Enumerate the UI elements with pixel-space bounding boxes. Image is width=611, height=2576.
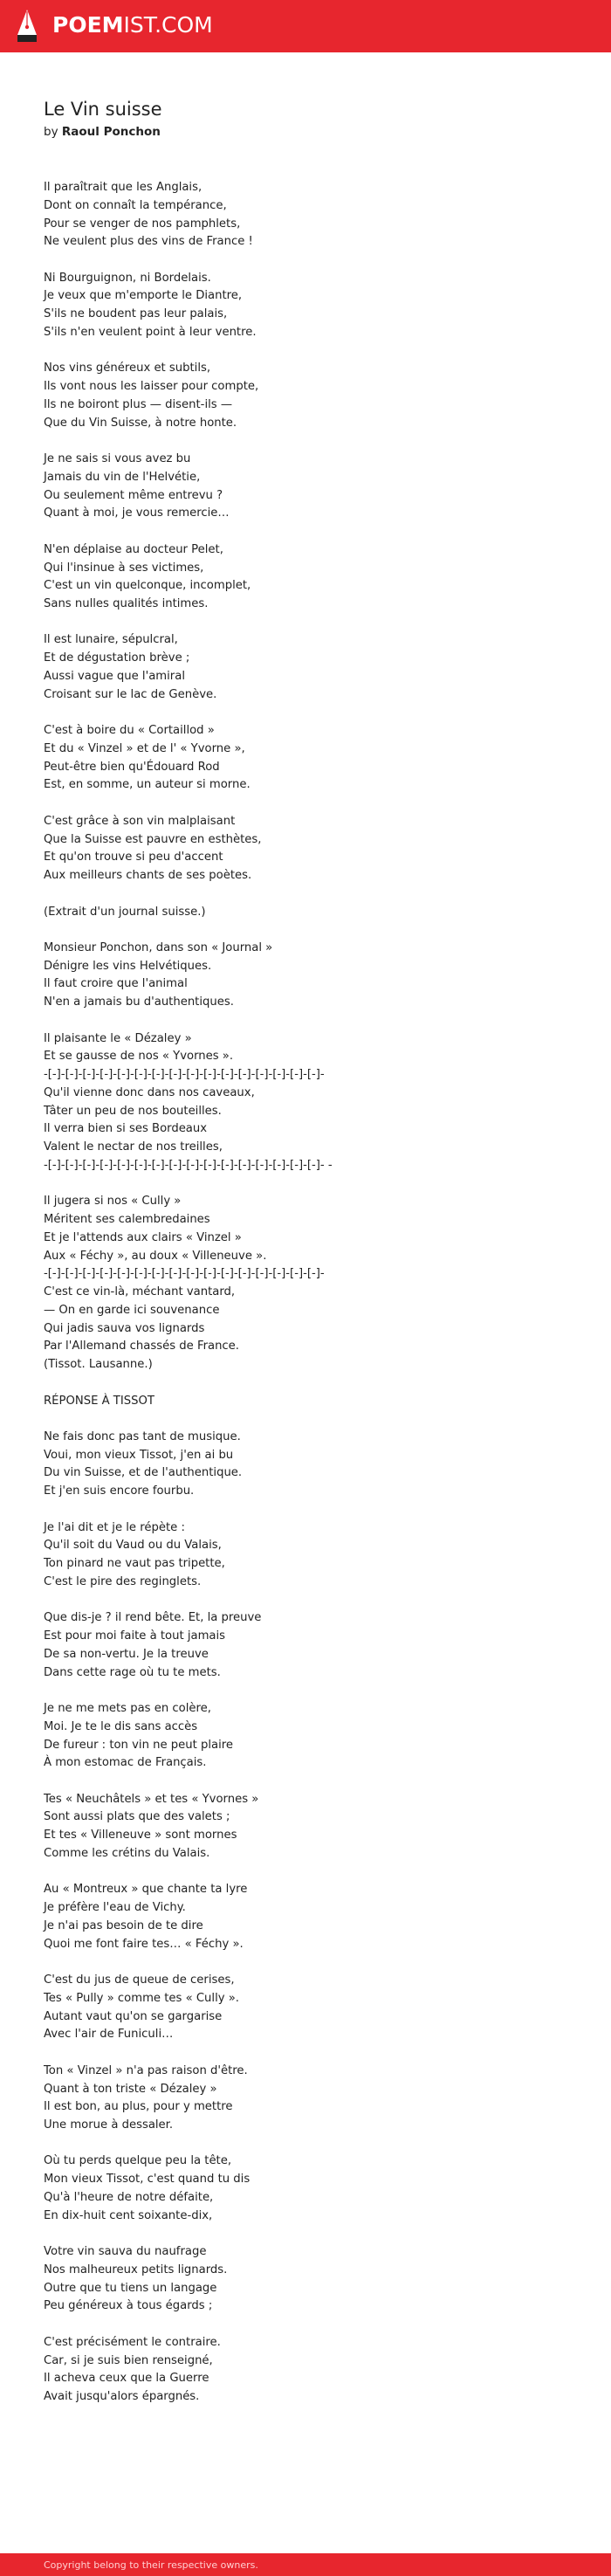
poem-line: C'est précisément le contraire. <box>44 2335 221 2349</box>
poem-stanza <box>44 1193 567 1374</box>
poem-line: Croisant sur le lac de Genève. <box>44 687 217 701</box>
poem-line: Que dis-je ? il rend bête. Et, la preuve <box>44 1611 262 1625</box>
poem-stanza <box>44 2063 567 2135</box>
poem-line: -[-]-[-]-[-]-[-]-[-]-[-]-[-]-[-]-[-]-[-]-[-]-[-]-[-]-[-]-[-]-[-]- - <box>44 1158 333 1172</box>
poem-line: Avait jusqu'alors épargnés. <box>44 2390 200 2404</box>
poem-line: Et de dégustation brève ; <box>44 651 190 665</box>
poem-line: RÉPONSE À TISSOT <box>44 1394 154 1408</box>
poem-line: Aux meilleurs chants de ses poètes. <box>44 869 252 883</box>
pen-nib-icon[interactable] <box>16 9 38 44</box>
poem-line: Ton « Vinzel » n'a pas raison d'être. <box>44 2063 248 2077</box>
poem-line: Je n'ai pas besoin de te dire <box>44 1918 203 1932</box>
poem-line: Quant à moi, je vous remercie… <box>44 506 230 520</box>
poem-line: Il jugera si nos « Cully » <box>44 1195 182 1209</box>
poem-line: Que la Suisse est pauvre en esthètes, <box>44 832 262 846</box>
poem-line: À mon estomac de Français. <box>44 1756 207 1770</box>
poem-line: Dans cette rage où tu te mets. <box>44 1665 221 1679</box>
poem-title: Le Vin suisse <box>44 99 162 120</box>
poem-stanza <box>44 904 567 922</box>
poem-line: Je ne me mets pas en colère, <box>44 1702 211 1715</box>
poem-line: Il est bon, au plus, pour y mettre <box>44 2100 233 2114</box>
poem-line: Est, en somme, un auteur si morne. <box>44 778 251 792</box>
poem-stanza <box>44 1881 567 1953</box>
poem-line: — On en garde ici souvenance <box>44 1303 220 1317</box>
poem-line: Ni Bourguignon, ni Bordelais. <box>44 271 211 285</box>
poem-stanza <box>44 1700 567 1773</box>
poem-line: Monsieur Ponchon, dans son « Journal » <box>44 940 273 954</box>
byline <box>44 123 567 141</box>
poem-line: N'en déplaise au docteur Pelet, <box>44 542 223 556</box>
poem-line: Et se gausse de nos « Yvornes ». <box>44 1050 234 1064</box>
poem-line: C'est le pire des reginglets. <box>44 1574 202 1588</box>
poem-article <box>44 96 567 2425</box>
poem-line: -[-]-[-]-[-]-[-]-[-]-[-]-[-]-[-]-[-]-[-]-[-]-[-]-[-]-[-]-[-]-[-]- <box>44 1267 325 1281</box>
poem-stanza <box>44 631 567 704</box>
poem-line: Et j'en suis encore fourbu. <box>44 1484 195 1498</box>
poem-line: Dont on connaît la tempérance, <box>44 198 227 212</box>
poem-body <box>44 179 567 2407</box>
poem-line: (Tissot. Lausanne.) <box>44 1358 153 1372</box>
poem-stanza <box>44 451 567 523</box>
logo-light-text: IST.COM <box>123 12 213 38</box>
poem-stanza <box>44 1519 567 1592</box>
poem-line: Tâter un peu de nos bouteilles. <box>44 1104 222 1118</box>
poem-line: Ils ne boiront plus — disent-ils — <box>44 397 233 411</box>
poem-line: Peut-être bien qu'Édouard Rod <box>44 760 220 774</box>
poem-line: Du vin Suisse, et de l'authentique. <box>44 1466 243 1480</box>
poem-stanza <box>44 1393 567 1411</box>
poem-stanza <box>44 1030 567 1175</box>
poem-line: Et du « Vinzel » et de l' « Yvorne », <box>44 741 245 755</box>
poem-line: Votre vin sauva du naufrage <box>44 2245 207 2259</box>
poem-line: C'est ce vin-là, méchant vantard, <box>44 1285 236 1299</box>
poem-stanza <box>44 360 567 432</box>
poem-stanza <box>44 541 567 614</box>
poem-line: Ne fais donc pas tant de musique. <box>44 1429 241 1443</box>
poem-line: Avec l'air de Funiculi… <box>44 2028 174 2042</box>
poem-line: Tes « Pully » comme tes « Cully ». <box>44 1991 239 2005</box>
poem-line: De sa non-vertu. Je la treuve <box>44 1647 209 1661</box>
poem-stanza <box>44 1609 567 1682</box>
poem-line: Je ne sais si vous avez bu <box>44 452 191 466</box>
poem-stanza <box>44 2334 567 2407</box>
poem-line: Il faut croire que l'animal <box>44 977 188 991</box>
poem-stanza <box>44 270 567 342</box>
poem-stanza <box>44 1791 567 1863</box>
poem-line: Pour se venger de nos pamphlets, <box>44 217 241 231</box>
poem-line: Et qu'on trouve si peu d'accent <box>44 851 223 864</box>
poem-line: Quant à ton triste « Dézaley » <box>44 2082 217 2096</box>
poem-stanza <box>44 1972 567 2044</box>
poem-line: Par l'Allemand chassés de France. <box>44 1340 239 1353</box>
poem-line: Je veux que m'emporte le Diantre, <box>44 289 243 303</box>
author-link[interactable]: Raoul Ponchon <box>61 125 161 139</box>
poem-stanza <box>44 1429 567 1501</box>
poem-line: Il plaisante le « Dézaley » <box>44 1031 192 1045</box>
poem-line: Tes « Neuchâtels » et tes « Yvornes » <box>44 1792 259 1806</box>
poem-line: Voui, mon vieux Tissot, j'en ai bu <box>44 1448 234 1462</box>
poem-stanza <box>44 179 567 251</box>
poem-line: Nos malheureux petits lignards. <box>44 2263 228 2276</box>
poem-line: Je préfère l'eau de Vichy. <box>44 1901 186 1915</box>
poem-line: Comme les crétins du Valais. <box>44 1846 210 1860</box>
poem-line: Qui l'insinue à ses victimes, <box>44 561 204 575</box>
poem-line: Valent le nectar de nos treilles, <box>44 1140 223 1154</box>
poem-line: Qui jadis sauva vos lignards <box>44 1321 205 1335</box>
poem-line: Mon vieux Tissot, c'est quand tu dis <box>44 2173 251 2187</box>
poem-line: (Extrait d'un journal suisse.) <box>44 905 206 919</box>
poem-line: Autant vaut qu'on se gargarise <box>44 2009 223 2023</box>
poem-line: Au « Montreux » que chante ta lyre <box>44 1883 248 1897</box>
poem-line: C'est à boire du « Cortaillod » <box>44 724 215 738</box>
poem-stanza <box>44 813 567 885</box>
poem-line: S'ils n'en veulent point à leur ventre. <box>44 325 257 339</box>
poem-line: Qu'il soit du Vaud ou du Valais, <box>44 1539 222 1553</box>
poem-stanza <box>44 2243 567 2316</box>
poem-stanza <box>44 2152 567 2225</box>
poem-line: Aux « Féchy », au doux « Villeneuve ». <box>44 1249 267 1263</box>
poem-line: Est pour moi faite à tout jamais <box>44 1629 226 1643</box>
poem-line: Il acheva ceux que la Guerre <box>44 2372 209 2386</box>
poem-line: Sont aussi plats que des valets ; <box>44 1810 230 1824</box>
poem-line: Outre que tu tiens un langage <box>44 2281 217 2295</box>
poem-line: Et je l'attends aux clairs « Vinzel » <box>44 1230 242 1244</box>
poem-line: C'est grâce à son vin malplaisant <box>44 814 236 828</box>
poem-line: Méritent ses calembredaines <box>44 1213 210 1227</box>
poem-line: Je l'ai dit et je le répète : <box>44 1520 185 1534</box>
poem-line: Ou seulement même entrevu ? <box>44 488 223 502</box>
poem-line: Aussi vague que l'amiral <box>44 669 185 683</box>
poem-line: Car, si je suis bien renseigné, <box>44 2353 213 2367</box>
poem-line: Ils vont nous les laisser pour compte, <box>44 380 259 394</box>
poem-line: Ne veulent plus des vins de France ! <box>44 235 253 249</box>
poem-line: -[-]-[-]-[-]-[-]-[-]-[-]-[-]-[-]-[-]-[-]-[-]-[-]-[-]-[-]-[-]-[-]- <box>44 1068 325 1082</box>
poem-line: Sans nulles qualités intimes. <box>44 597 209 610</box>
poem-line: Qu'il vienne donc dans nos caveaux, <box>44 1085 255 1099</box>
poem-line: Et tes « Villeneuve » sont mornes <box>44 1829 237 1842</box>
logo-bold-text: POEM <box>52 12 124 38</box>
poem-stanza <box>44 940 567 1012</box>
poem-line: Une morue à dessaler. <box>44 2118 174 2132</box>
poem-line: Nos vins généreux et subtils, <box>44 362 211 375</box>
poem-line: Ton pinard ne vaut pas tripette, <box>44 1557 225 1571</box>
poem-line: Qu'à l'heure de notre défaite, <box>44 2190 214 2204</box>
byline-prefix: by <box>44 125 58 139</box>
poem-line: Il paraîtrait que les Anglais, <box>44 181 203 194</box>
poem-line: Peu généreux à tous égards ; <box>44 2299 213 2313</box>
poem-line: C'est un vin quelconque, incomplet, <box>44 579 251 593</box>
poem-line: Que du Vin Suisse, à notre honte. <box>44 416 237 430</box>
site-logo[interactable] <box>52 11 213 39</box>
poem-line: Jamais du vin de l'Helvétie, <box>44 470 201 484</box>
poem-line: C'est du jus de queue de cerises, <box>44 1973 235 1987</box>
poem-line: Dénigre les vins Helvétiques. <box>44 959 212 973</box>
poem-line: Quoi me font faire tes… « Féchy ». <box>44 1937 244 1951</box>
copyright-text: Copyright belong to their respective owners. <box>44 2559 258 2571</box>
poem-line: De fureur : ton vin ne peut plaire <box>44 1738 234 1752</box>
poem-line: Moi. Je te le dis sans accès <box>44 1719 198 1733</box>
site-footer <box>0 2553 611 2576</box>
site-header <box>0 0 611 52</box>
poem-stanza <box>44 722 567 795</box>
poem-line: Il verra bien si ses Bordeaux <box>44 1122 208 1136</box>
poem-line: Il est lunaire, sépulcral, <box>44 633 178 647</box>
poem-line: En dix-huit cent soixante-dix, <box>44 2208 213 2222</box>
poem-line: S'ils ne boudent pas leur palais, <box>44 307 228 321</box>
poem-line: N'en a jamais bu d'authentiques. <box>44 995 234 1009</box>
poem-line: Où tu perds quelque peu la tête, <box>44 2154 232 2168</box>
